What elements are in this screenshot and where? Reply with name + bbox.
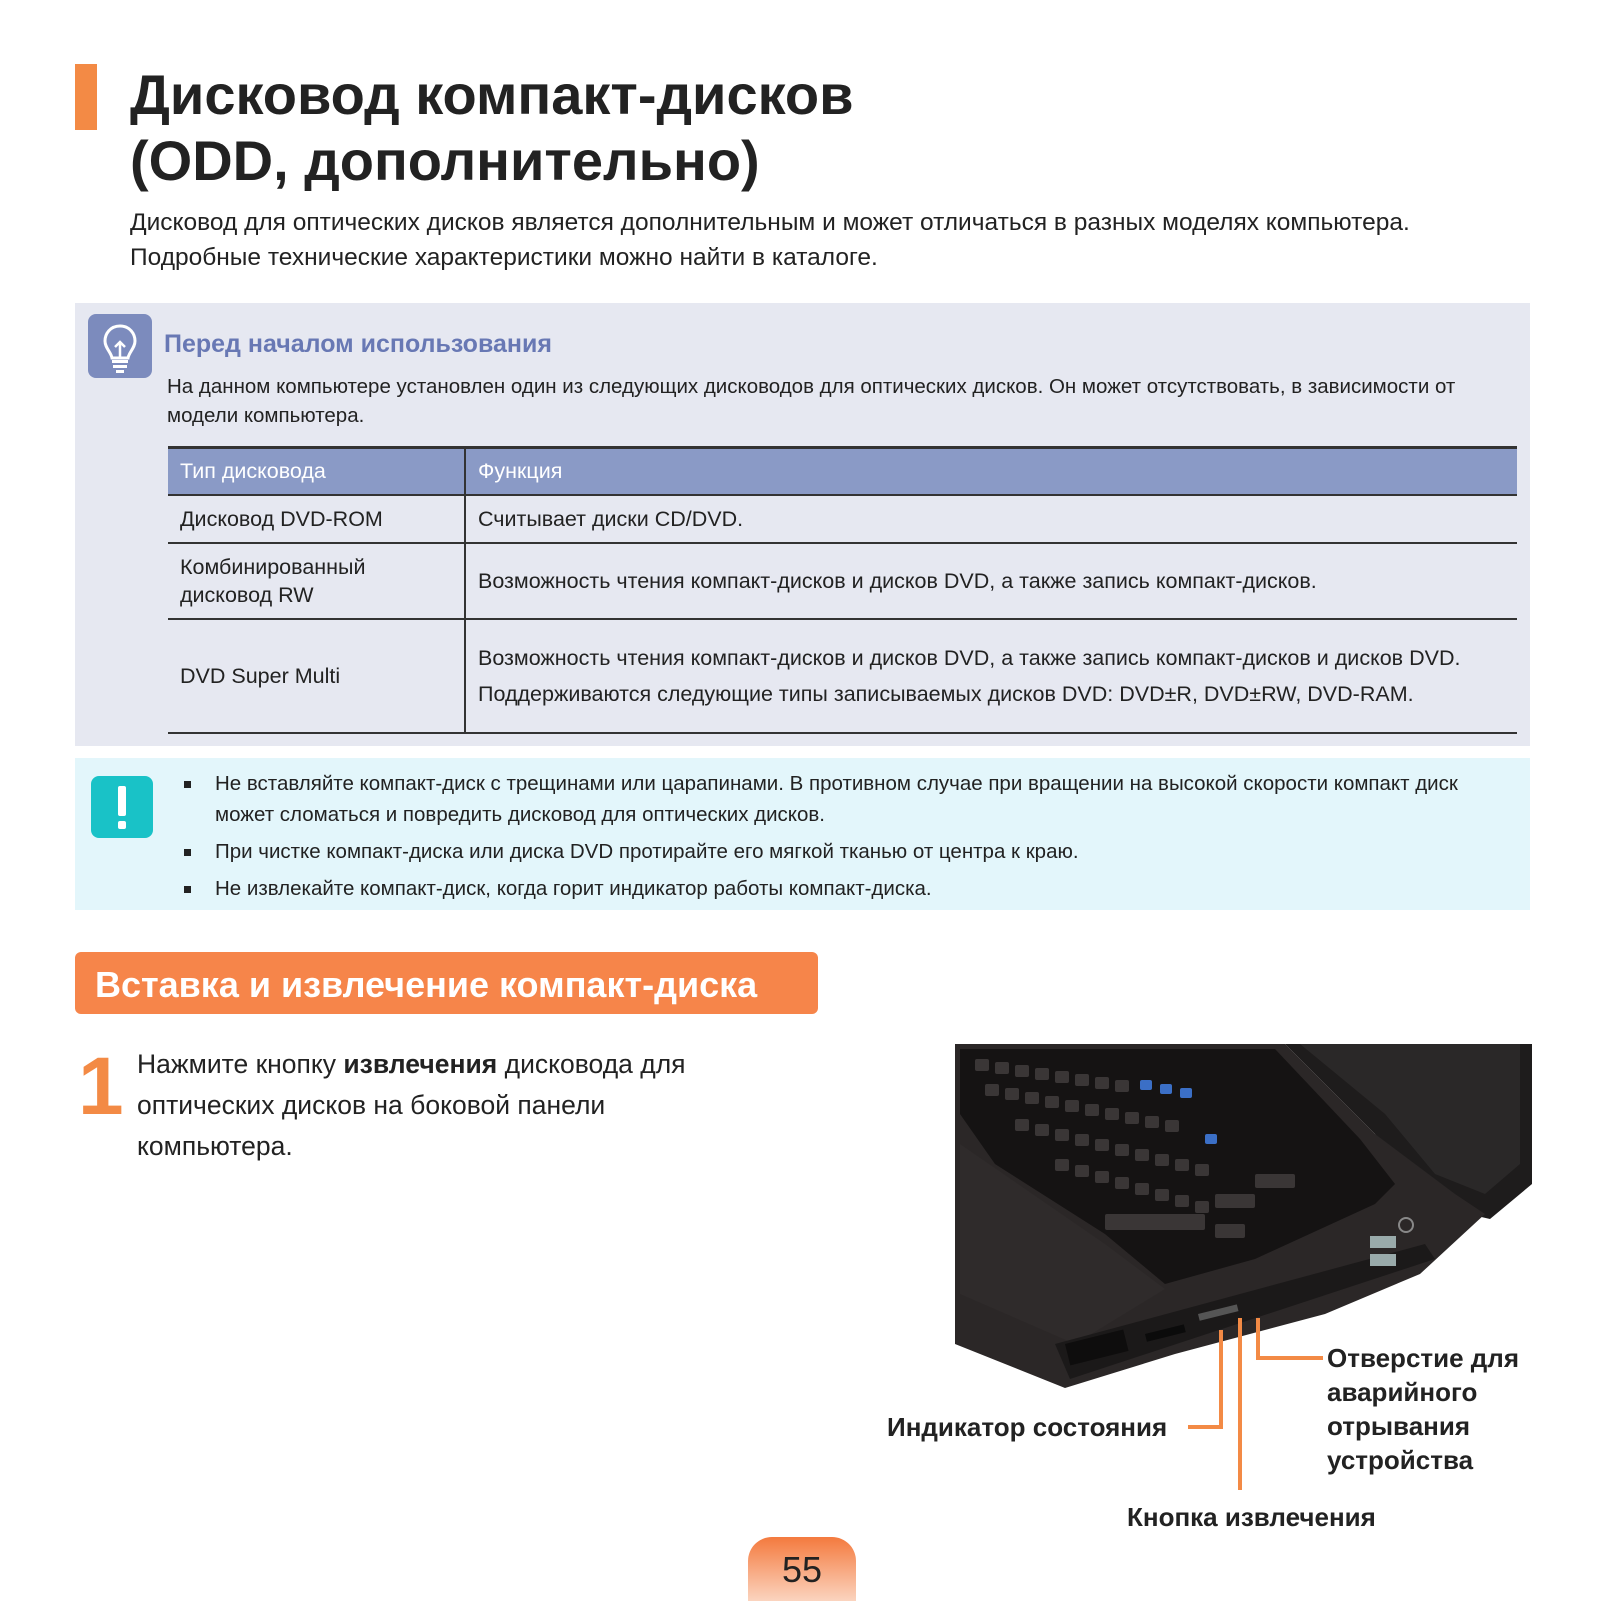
warning-list [180,768,1480,910]
table-header-function: Функция [465,448,1517,496]
section-header [75,952,818,1014]
step-text [137,1044,697,1167]
table-cell-type [168,543,465,619]
warning-text: При чистке компакт-диска или диска DVD протирайте его мягкой тканью от центра к краю. [215,840,1079,863]
note-text: На данном компьютере установлен один из следующих дисководов для оптических дисков. Он может отсутствовать, в зависимости от модели компьютера. [167,375,1456,427]
table-row [168,619,1517,733]
function-text: Поддерживаются следующие типы записываемых дисков DVD: DVD±R, DVD±RW, DVD-RAM. [478,682,1414,706]
title-accent-bar [75,64,97,130]
table-header-row [168,448,1517,496]
lightbulb-icon [88,314,152,378]
bullet-icon [184,886,191,893]
list-item [180,873,1480,904]
list-item [180,836,1480,867]
table-cell-type: DVD Super Multi [168,619,465,733]
exclamation-icon [91,776,153,838]
intro-paragraph: Дисковод для оптических дисков является дополнительным и может отличаться в разных моделях компьютера. Подробные технические характеристики можно найти в каталоге. [130,209,1410,271]
bullet-icon [184,849,191,856]
page-title-line2: (ODD, дополнительно) [130,129,760,192]
page-number: 55 [781,1549,823,1590]
label-emergency-hole: Отверстие для аварийного отрывания устройства [1327,1343,1519,1475]
table-cell-function [465,543,1517,619]
step-text-bold: извлечения [343,1049,498,1079]
table-row [168,543,1517,619]
page-title-line1: Дисковод компакт-дисков [130,63,854,126]
type-text: Комбинированный дисковод RW [180,555,366,607]
table-row [168,495,1517,543]
table-cell-function [465,495,1517,543]
bullet-icon [184,781,191,788]
label-status-indicator: Индикатор состояния [887,1412,1168,1442]
table-cell-type: Дисковод DVD-ROM [168,495,465,543]
step-text-part: Нажмите кнопку [137,1049,344,1079]
page-title [130,62,854,194]
warning-text: Не извлекайте компакт-диск, когда горит индикатор работы компакт-диска. [215,877,932,900]
table-header-type: Тип дисковода [168,448,465,496]
laptop-optical-drive-photo [955,1044,1532,1388]
page-number-tab [748,1537,856,1601]
table-cell-function [465,619,1517,733]
section-title: Вставка и извлечение компакт-диска [95,964,758,1005]
warning-text: Не вставляйте компакт-диск с трещинами или царапинами. В противном случае при вращении на высокой скорости компакт диск может сломаться и повредить дисковод для оптических дисков. [215,772,1458,826]
list-item [180,768,1480,830]
function-text: Считывает диски CD/DVD. [478,507,744,531]
label-eject-button: Кнопка извлечения [1127,1502,1376,1532]
function-text: Возможность чтения компакт-дисков и дисков DVD, а также запись компакт-дисков и дисков DVD. [478,646,1461,670]
drive-type-table [168,446,1517,734]
step-number: 1 [78,1041,124,1132]
note-heading: Перед началом использования [164,330,552,358]
function-text: Возможность чтения компакт-дисков и дисков DVD, а также запись компакт-дисков. [478,569,1317,593]
step-text-part: дисковода для оптических дисков на боковой панели компьютера. [137,1049,686,1161]
